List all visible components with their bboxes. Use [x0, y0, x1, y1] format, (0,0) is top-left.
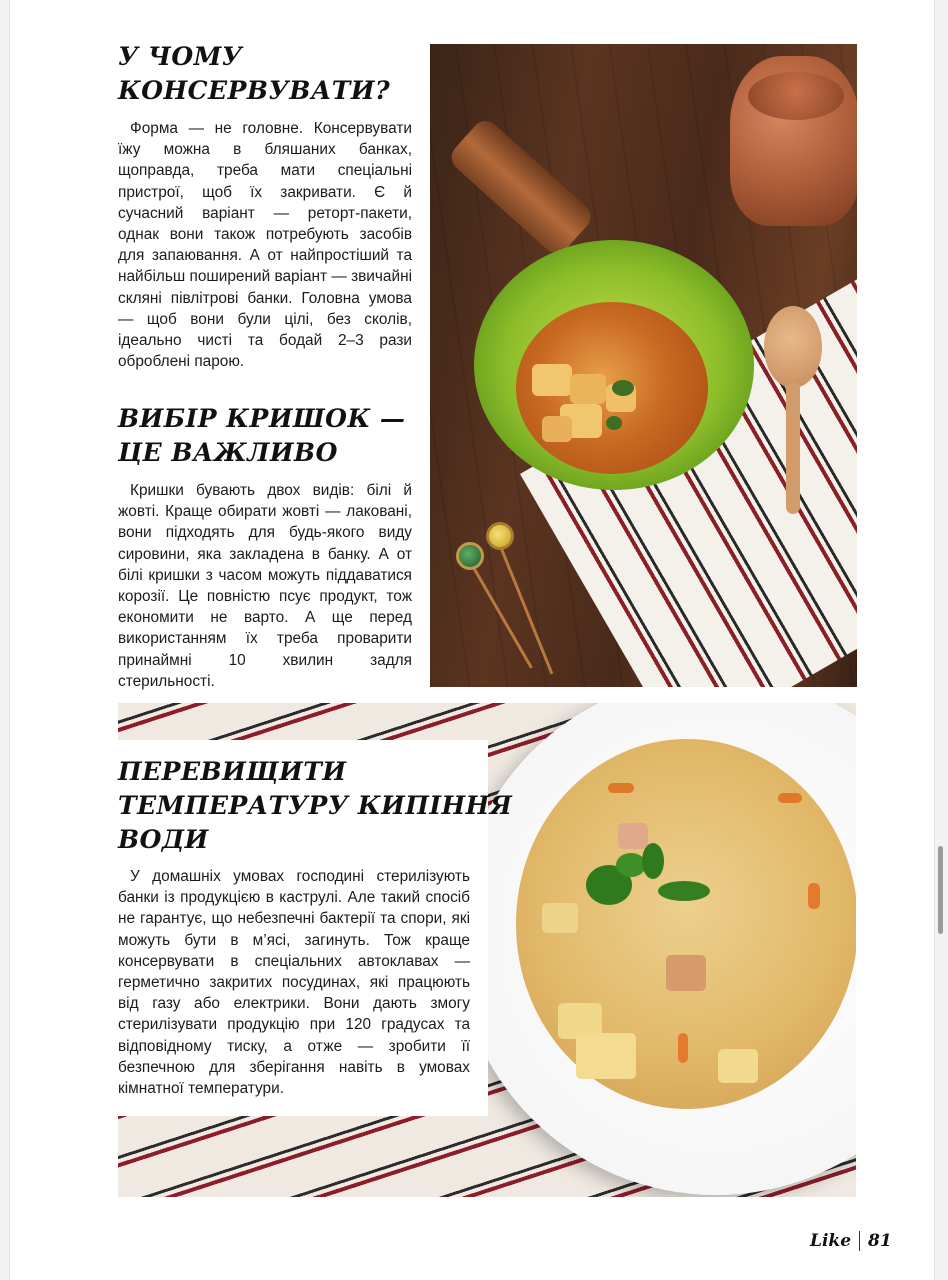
heading-line: ПЕРЕВИЩИТИ [118, 757, 347, 786]
page-frame-left [0, 0, 10, 1280]
green-pin [456, 542, 484, 570]
footer-divider [859, 1231, 860, 1251]
heading-line: ВОДИ [118, 825, 209, 854]
heading-line: КОНСЕРВУВАТИ? [118, 76, 391, 105]
page-footer [810, 1228, 892, 1254]
heading-exceed-boiling-temperature [118, 755, 512, 857]
heading-line: ТЕМПЕРАТУРУ КИПІННЯ [118, 791, 513, 820]
wooden-spoon [764, 306, 822, 388]
heading-choosing-lids [118, 402, 405, 470]
magazine-brand: Like [810, 1231, 852, 1251]
photo-soup-green-bowl [430, 44, 857, 687]
paragraph-containers: Форма — не головне. Консервувати їжу можна в бляшаних банках, щоправда, треба мати спеціальні пристрої, щоб їх закривати. Є й сучасний варіант — реторт-пакети, однак вони також потребують засобів для запаювання. А от найпростіший та найбільш поширений варіант — звичайні скляні півлітрові банки. Головна умова — щоб вони були цілі, без сколів, ідеально чисті та бодай 2–3 рази оброблені парою. [118, 120, 412, 371]
scrollbar-track[interactable] [934, 0, 948, 1280]
paragraph-autoclave: У домашніх умовах господині стерилізують банки із продукцією в каструлі. Але такий спосіб не гарантує, що небезпечні бактерії та спори, які можуть бути в м’ясі, загинуть. Тож краще консервувати в спеціальних автоклавах — герметично закритих посудинах, які працюють від газу або електрики. Вони дають змогу стерилізувати продукцію при 120 градусах та відповідному тиску, а отже — зробити її безпечною для зберігання навіть в умовах кімнатної температури. [118, 868, 470, 1098]
scrollbar-thumb[interactable] [938, 846, 943, 934]
yellow-pin [486, 522, 514, 550]
heading-line: ЦЕ ВАЖЛИВО [118, 438, 338, 467]
heading-line: ВИБІР КРИШОК — [118, 404, 406, 433]
paragraph-lids: Кришки бувають двох видів: білі й жовті. Краще обирати жовті — лаковані, вони підходять для будь-якого виду сировини, яка закладена в банку. А от білі кришки з часом можуть піддаватися корозії. Це повністю псує продукт, тож економити не варто. А ще перед використанням їх треба проварити принаймні 10 хвилин задля стерильності. [118, 482, 412, 690]
page-number: 81 [868, 1231, 892, 1251]
heading-line: У ЧОМУ [118, 42, 243, 71]
heading-what-to-preserve-in [118, 40, 390, 108]
